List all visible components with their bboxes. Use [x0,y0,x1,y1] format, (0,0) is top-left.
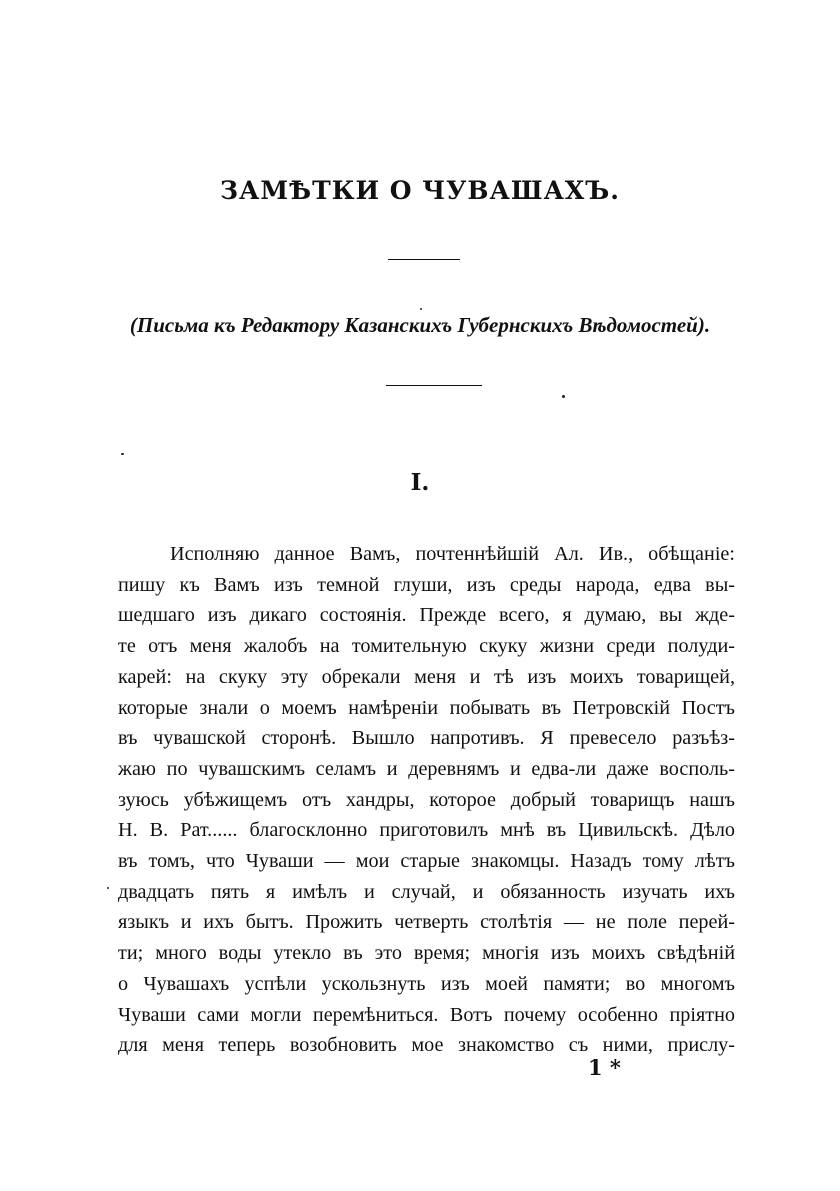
text-line: о Чувашахъ успѣли ускользнуть изъ моей памяти; во многомъ [118,972,735,995]
subtitle-divider [386,385,482,386]
text-line: пишу къ Вамъ изъ темной глуши, изъ среды народа, едва вы- [118,573,735,596]
text-line: для меня теперь возобновить мое знакомство съ ними, прислу- [118,1034,735,1057]
text-line: ти; много воды утекло въ это время; многія изъ моихъ свѣдѣній [118,942,735,965]
text-line: двадцать пять я имѣлъ и случай, и обязанность изучать ихъ [118,880,735,903]
text-line: жаю по чувашскимъ селамъ и деревнямъ и едва-ли даже восполь- [118,757,735,780]
text-line: карей: на скуку эту обрекали меня и тѣ изъ моихъ товарищей, [118,665,735,688]
text-line: Чуваши сами могли перемѣниться. Вотъ почему особенно пріятно [118,1003,735,1026]
page-number: 1 * [588,1055,621,1080]
print-speck [121,453,124,455]
text-line: шедшаго изъ дикаго состоянія. Прежде всего, я думаю, вы жде- [118,604,735,627]
section-number: I. [410,469,430,496]
text-line: зуюсь убѣжищемъ отъ хандры, которое добрый товарищъ нашъ [118,788,735,811]
text-line: которые знали о моемъ намѣреніи побывать въ Петровскій Постъ [118,696,735,719]
print-speck [420,308,422,310]
text-line: Исполняю данное Вамъ, почтеннѣйшій Ал. Ив., обѣщаніе: [170,543,735,565]
print-speck [562,395,565,398]
text-line: языкъ и ихъ бытъ. Прожить четверть столѣтія — не поле перей- [118,911,735,934]
text-line: въ чувашской сторонѣ. Вышло напротивъ. Я превесело разъѣз- [118,727,735,750]
print-speck [107,887,109,889]
subtitle: (Письма къ Редактору Казанскихъ Губернскихъ Вѣдомостей). [129,313,711,337]
text-line: Н. В. Рат...... благосклонно приготовилъ мнѣ въ Цивильскѣ. Дѣло [118,819,735,842]
text-line: въ томъ, что Чуваши — мои старые знакомцы. Назадъ тому лѣтъ [118,850,735,872]
page-title: ЗАМѢТКИ О ЧУВАШАХЪ. [220,176,620,205]
text-line: те отъ меня жалобъ на томительную скуку жизни среди полуди- [118,635,735,658]
title-divider [388,259,460,260]
